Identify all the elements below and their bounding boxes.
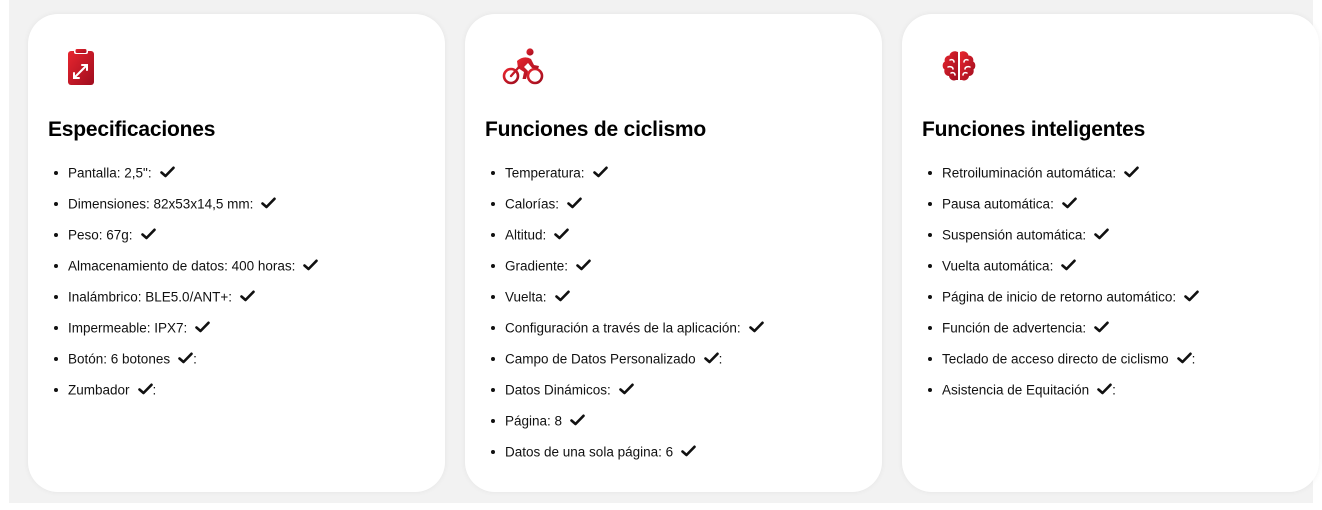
bullet (928, 233, 932, 237)
check-icon (704, 352, 719, 364)
item-label: Página de inicio de retorno automático: (942, 289, 1177, 305)
list-item (922, 195, 1199, 226)
bullet (54, 357, 58, 361)
bullet (928, 264, 932, 268)
item-suffix: : (193, 351, 197, 367)
list-item (922, 319, 1199, 350)
spec-list (48, 164, 318, 412)
list-item (48, 381, 318, 412)
item-label: Función de advertencia: (942, 320, 1087, 336)
list-item (48, 319, 318, 350)
cyclist-icon (502, 47, 542, 87)
item-label: Zumbador (68, 382, 130, 398)
item-label: Datos Dinámicos: (505, 382, 611, 398)
bullet (491, 264, 495, 268)
list-item (48, 257, 318, 288)
bullet (491, 202, 495, 206)
spec-list (485, 164, 764, 474)
item-suffix: : (1112, 382, 1116, 398)
brain-icon (939, 47, 979, 87)
list-item (485, 412, 764, 443)
item-label: Asistencia de Equitación (942, 382, 1090, 398)
item-suffix: : (152, 382, 157, 398)
bullet (928, 202, 932, 206)
bullet (491, 450, 495, 454)
item-label: Vuelta: (505, 289, 547, 305)
check-icon (1061, 259, 1076, 271)
item-label: Altitud: (505, 227, 547, 243)
bullet (928, 357, 932, 361)
bullet (54, 264, 58, 268)
bullet (491, 357, 495, 361)
check-icon (576, 259, 591, 271)
check-icon (1094, 321, 1109, 333)
check-icon (567, 197, 582, 209)
check-icon (160, 166, 175, 178)
item-label: Página: 8 (505, 413, 563, 429)
clipboard-icon (65, 47, 105, 87)
card-title: Especificaciones (48, 118, 216, 141)
check-icon (681, 445, 696, 457)
check-icon (1094, 228, 1109, 240)
list-item (48, 288, 318, 319)
bullet (54, 202, 58, 206)
list-item (485, 319, 764, 350)
bullet (491, 419, 495, 423)
check-icon (1062, 197, 1077, 209)
check-icon (554, 228, 569, 240)
item-label: Impermeable: IPX7: (68, 320, 188, 336)
item-label: Temperatura: (505, 165, 585, 181)
bullet (54, 326, 58, 330)
list-item (48, 226, 318, 257)
list-item (485, 288, 764, 319)
bullet (491, 171, 495, 175)
item-label: Botón: 6 botones (68, 351, 171, 367)
bullet (928, 295, 932, 299)
item-label: Vuelta automática: (942, 258, 1054, 274)
check-icon (1184, 290, 1199, 302)
bullet (491, 388, 495, 392)
item-label: Dimensiones: 82x53x14,5 mm: (68, 196, 254, 212)
item-label: Gradiente: (505, 258, 569, 274)
bullet (928, 171, 932, 175)
bullet (491, 233, 495, 237)
item-label: Suspensión automática: (942, 227, 1087, 243)
list-item (48, 350, 318, 381)
item-label: Datos de una sola página: 6 (505, 444, 674, 460)
item-label: Pausa automática: (942, 196, 1054, 212)
list-item (485, 164, 764, 195)
item-suffix: : (1191, 351, 1196, 367)
bullet (54, 233, 58, 237)
list-item (485, 195, 764, 226)
list-item (485, 350, 764, 381)
list-item (922, 350, 1199, 381)
check-icon (141, 228, 156, 240)
item-label: Almacenamiento de datos: 400 horas: (68, 258, 296, 274)
check-icon (261, 197, 276, 209)
list-item (485, 257, 764, 288)
spec-list (922, 164, 1199, 412)
bullet (491, 295, 495, 299)
bullet (54, 295, 58, 299)
check-icon (749, 321, 764, 333)
check-icon (1177, 352, 1192, 364)
list-item (485, 226, 764, 257)
list-item (922, 257, 1199, 288)
card-title: Funciones inteligentes (922, 118, 1146, 141)
bullet (928, 326, 932, 330)
list-item (922, 226, 1199, 257)
features-section (9, 0, 1313, 503)
card-title: Funciones de ciclismo (485, 118, 707, 141)
check-icon (593, 166, 608, 178)
item-label: Configuración a través de la aplicación: (505, 320, 741, 336)
check-icon (195, 321, 210, 333)
item-suffix: : (718, 351, 723, 367)
check-icon (1097, 383, 1112, 395)
check-icon (138, 383, 153, 395)
check-icon (619, 383, 634, 395)
check-icon (555, 290, 570, 302)
item-label: Calorías: (505, 196, 560, 212)
list-item (48, 164, 318, 195)
item-label: Peso: 67g: (68, 227, 133, 243)
item-label: Campo de Datos Personalizado (505, 351, 696, 367)
item-label: Inalámbrico: BLE5.0/ANT+: (68, 289, 232, 305)
bullet (54, 171, 58, 175)
list-item (922, 288, 1199, 319)
list-item (922, 164, 1199, 195)
list-item (485, 443, 764, 474)
list-item (48, 195, 318, 226)
list-item (485, 381, 764, 412)
check-icon (178, 352, 193, 364)
check-icon (1124, 166, 1139, 178)
item-label: Retroiluminación automática: (942, 165, 1117, 181)
item-label: Pantalla: 2,5": (68, 165, 152, 181)
list-item (922, 381, 1199, 412)
card-specifications (28, 14, 445, 492)
bullet (928, 388, 932, 392)
card-smart-functions (902, 14, 1319, 492)
bullet (491, 326, 495, 330)
check-icon (570, 414, 585, 426)
card-cycling-functions (465, 14, 882, 492)
check-icon (240, 290, 255, 302)
check-icon (303, 259, 318, 271)
bullet (54, 388, 58, 392)
item-label: Teclado de acceso directo de ciclismo (942, 351, 1169, 367)
